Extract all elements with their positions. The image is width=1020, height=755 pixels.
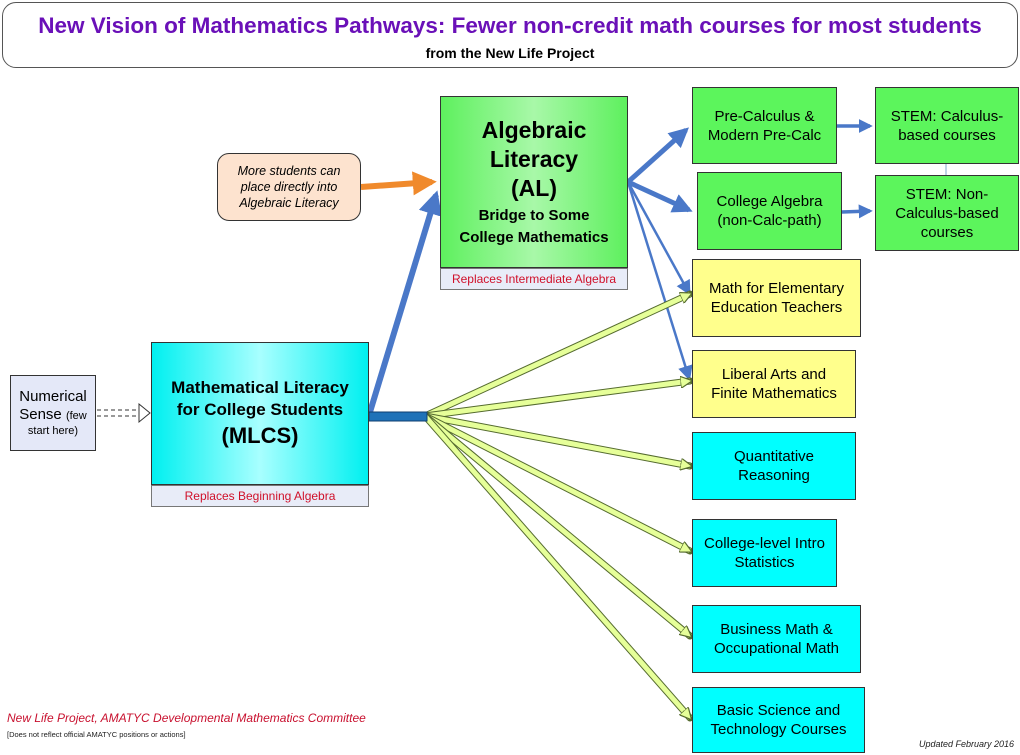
mlcs-box	[151, 342, 369, 485]
elementary-ed-box	[692, 259, 861, 337]
page-title: New Vision of Mathematics Pathways: Fewer non-credit math courses for most students	[38, 13, 982, 38]
stem-noncalculus-line: STEM: Non-	[905, 185, 989, 203]
stem-calculus-box	[875, 87, 1019, 164]
stem-noncalculus-box	[875, 175, 1019, 251]
mlcs-title-line: Mathematical Literacy	[171, 377, 349, 397]
intro-stats-line: College-level Intro	[704, 535, 825, 552]
stem-calculus-line: STEM: Calculus-	[890, 107, 1004, 125]
numerical-sense-line: Numerical	[19, 388, 87, 405]
stem-noncalculus-line: Calculus-based	[895, 204, 999, 222]
al-title	[482, 116, 587, 203]
al-to-college-algebra-arrow	[628, 182, 689, 210]
mlcs-to-business-math-arrow	[425, 416, 690, 636]
liberal-arts-line: Liberal Arts and	[721, 366, 827, 383]
college-algebra-line: (non-Calc-path)	[717, 212, 822, 229]
numerical-sense-label	[19, 388, 87, 438]
al-title-line: Algebraic	[481, 116, 587, 143]
note-line: place directly into	[240, 180, 338, 194]
mlcs-abbreviation: (MLCS)	[221, 422, 299, 448]
algebraic-literacy-box	[440, 96, 628, 268]
al-subtitle-line: Bridge to Some	[478, 206, 590, 224]
business-math-box	[692, 605, 861, 673]
business-math-line: Business Math &	[720, 621, 833, 638]
mlcs-junction-bar	[369, 412, 427, 421]
mlcs-fan-arrows	[425, 294, 690, 718]
liberal-arts-line: Finite Mathematics	[711, 385, 837, 402]
intro-stats-box	[692, 519, 837, 587]
mlcs-title-line: for College Students	[176, 399, 344, 419]
basic-science-line: Technology Courses	[710, 721, 847, 738]
mlcs-title	[171, 377, 349, 421]
quant-reasoning-line: Quantitative	[733, 448, 815, 465]
al-subtitle	[459, 205, 608, 249]
basic-science-line: Basic Science and	[716, 702, 841, 719]
al-title-line: (AL)	[511, 174, 557, 201]
liberal-arts-box	[692, 350, 856, 418]
precalc-line: Modern Pre-Calc	[707, 126, 822, 144]
precalc-line: Pre-Calculus &	[714, 107, 815, 125]
intro-stats-line: Statistics	[734, 554, 795, 571]
numerical-sense-note: start here)	[27, 425, 79, 437]
stem-noncalculus-line: courses	[920, 223, 974, 241]
footer-updated: Updated February 2016	[919, 739, 1015, 749]
mlcs-replaces-label: Replaces Beginning Algebra	[151, 485, 369, 507]
al-to-precalc-arrow	[628, 130, 686, 182]
note-to-al-arrow	[361, 182, 432, 187]
college-algebra-line: College Algebra	[716, 193, 823, 210]
stem-calculus-line: based courses	[898, 126, 996, 144]
quant-reasoning-line: Reasoning	[738, 467, 810, 484]
num-sense-arrowhead	[139, 404, 150, 422]
al-title-line: Literacy	[489, 145, 579, 172]
numerical-sense-box	[10, 375, 96, 451]
al-subtitle-line: College Mathematics	[459, 228, 609, 246]
note-line: More students can	[237, 164, 341, 178]
footer-credit: New Life Project, AMATYC Developmental Mathematics Committee	[7, 711, 366, 725]
numerical-sense-line: Sense	[19, 406, 62, 423]
numerical-sense-note: (few	[65, 410, 87, 422]
footer-disclaimer: [Does not reflect official AMATYC positions or actions]	[7, 730, 186, 739]
business-math-line: Occupational Math	[713, 640, 840, 657]
al-to-liberal-arts-arrow	[628, 182, 689, 378]
elementary-ed-line: Math for Elementary	[708, 280, 845, 297]
quant-reasoning-box	[692, 432, 856, 500]
al-replaces-label: Replaces Intermediate Algebra	[440, 268, 628, 290]
placement-note	[217, 153, 361, 221]
page-subtitle: from the New Life Project	[425, 45, 595, 61]
basic-science-box	[692, 687, 865, 753]
college-algebra-to-stem-noncalc-arrow	[842, 211, 870, 212]
mlcs-to-al-arrow	[370, 195, 436, 412]
mlcs-to-intro-stats-arrow	[425, 416, 690, 551]
college-algebra-box	[697, 172, 842, 250]
note-line: Algebraic Literacy	[239, 196, 339, 210]
precalc-box	[692, 87, 837, 164]
elementary-ed-line: Education Teachers	[710, 299, 843, 316]
